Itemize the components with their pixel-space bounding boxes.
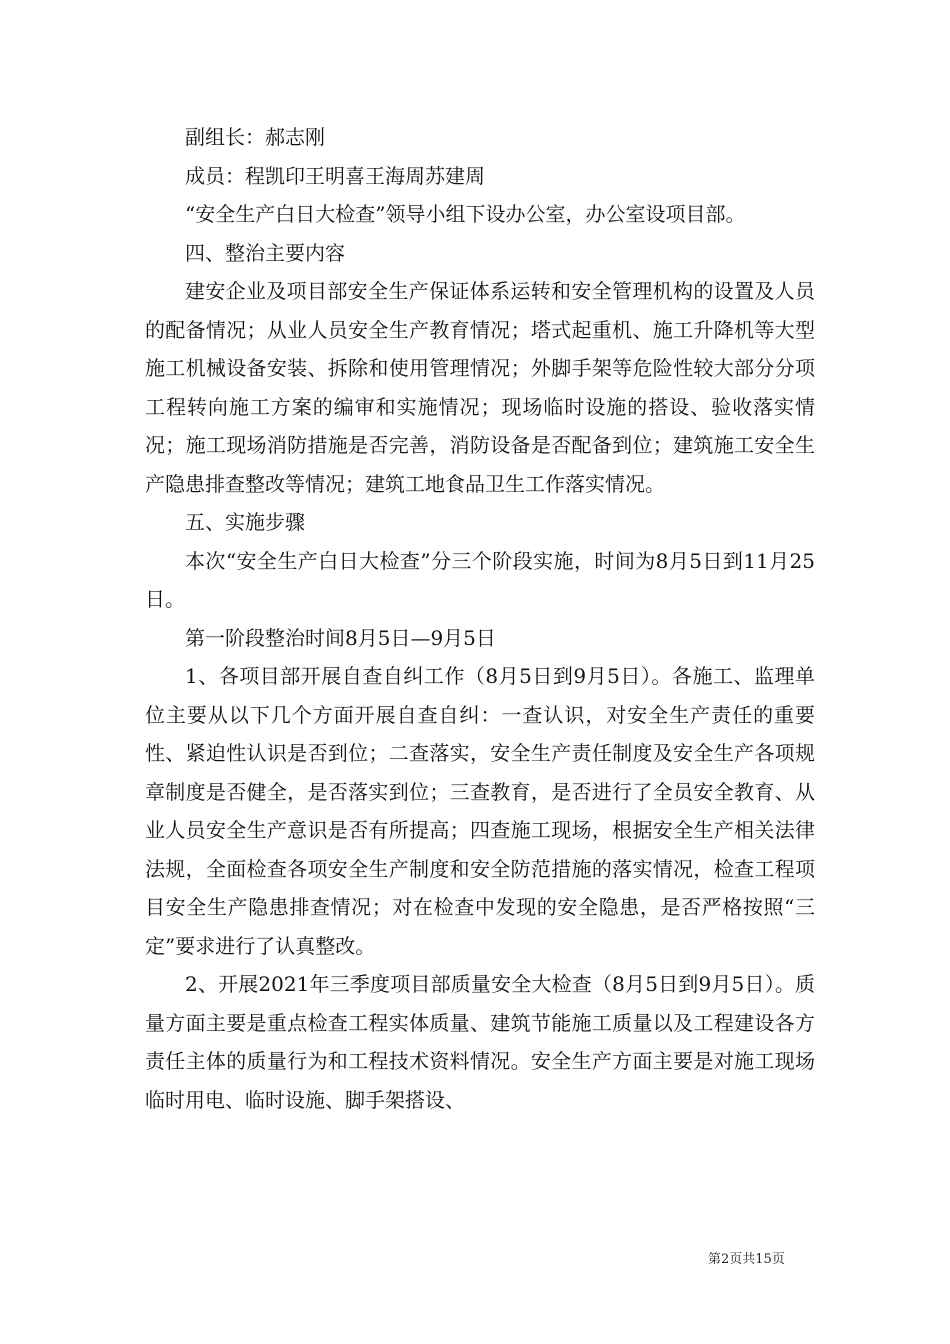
page-number-footer: 第2页共15页	[708, 1252, 785, 1267]
paragraph-quality-inspection: 2、开展2021年三季度项目部质量安全大检查（8月5日到9月5日）。质量方面主要是重点检查工程实体质量、建筑节能施工质量以及工程建设各方责任主体的质量行为和工程技术资料情况。安全生产方面主要是对施工现场临时用电、临时设施、脚手架搭设、	[145, 972, 815, 1112]
document-body	[145, 118, 815, 1119]
paragraph-self-inspection: 1、各项目部开展自查自纠工作（8月5日到9月5日）。各施工、监理单位主要从以下几个方面开展自查自纠：一查认识，对安全生产责任的重要性、紧迫性认识是否到位；二查落实，安全生产责任制度及安全生产各项规章制度是否健全，是否落实到位；三查教育，是否进行了全员安全教育、从业人员安全生产意识是否有所提高；四查施工现场，根据安全生产相关法律法规，全面检查各项安全生产制度和安全防范措施的落实情况，检查工程项目安全生产隐患排查情况；对在检查中发现的安全隐患，是否严格按照“三定”要求进行了认真整改。	[145, 664, 815, 958]
paragraph-phase-one: 第一阶段整治时间8月5日—9月5日	[185, 625, 496, 650]
paragraph-deputy-leader: 副组长：郝志刚	[185, 125, 325, 149]
paragraph-phases: 本次“安全生产白日大检查”分三个阶段实施，时间为8月5日到11月25日。	[145, 548, 815, 611]
paragraph-main-content: 建安企业及项目部安全生产保证体系运转和安全管理机构的设置及人员的配备情况；从业人员安全生产教育情况；塔式起重机、施工升降机等大型施工机械设备安装、拆除和使用管理情况；外脚手架等危险性较大部分分项工程转向施工方案的编审和实施情况；现场临时设施的搭设、验收落实情况；施工现场消防措施是否完善，消防设备是否配备到位；建筑施工安全生产隐患排查整改等情况；建筑工地食品卫生工作落实情况。	[145, 279, 815, 496]
section-heading-steps: 五、实施步骤	[185, 510, 305, 534]
paragraph-members: 成员：程凯印王明喜王海周苏建周	[185, 163, 485, 188]
paragraph-office: “安全生产白日大检查”领导小组下设办公室，办公室设项目部。	[185, 202, 746, 226]
section-heading-main-content: 四、整治主要内容	[185, 240, 345, 265]
